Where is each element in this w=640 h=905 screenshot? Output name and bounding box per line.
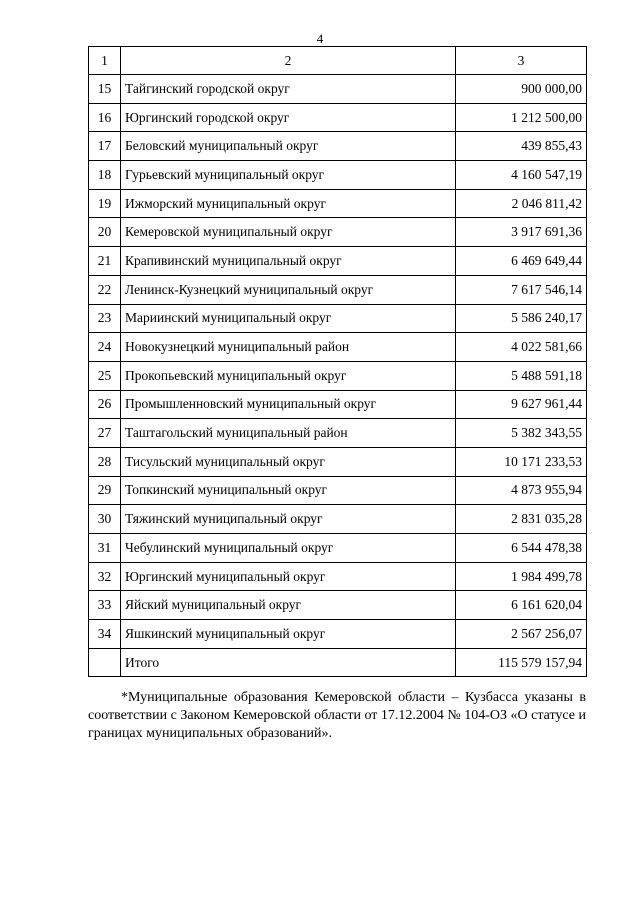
row-name-cell: Крапивинский муниципальный округ xyxy=(121,247,456,276)
table-row xyxy=(89,476,587,505)
table-row xyxy=(89,75,587,104)
row-name-cell: Тяжинский муниципальный округ xyxy=(121,505,456,534)
row-number-cell: 27 xyxy=(89,419,121,448)
footnote-text: *Муниципальные образования Кемеровской области – Кузбасса указаны в соответствии с Законом Кемеровской области от 17.12.2004 № 104-ОЗ «О статусе и границах муниципальных образований». xyxy=(88,690,587,741)
row-number-cell: 16 xyxy=(89,103,121,132)
row-amount-cell: 6 469 649,44 xyxy=(456,247,587,276)
row-number-cell: 20 xyxy=(89,218,121,247)
row-name-cell: Яйский муниципальный округ xyxy=(121,591,456,620)
row-name-cell: Кемеровской муниципальный округ xyxy=(121,218,456,247)
row-amount-cell: 5 586 240,17 xyxy=(456,304,587,333)
table-row xyxy=(89,591,587,620)
table-total-row xyxy=(89,648,587,677)
allocation-table xyxy=(88,46,587,677)
row-name-cell: Прокопьевский муниципальный округ xyxy=(121,361,456,390)
row-name-cell: Гурьевский муниципальный округ xyxy=(121,161,456,190)
table-row xyxy=(89,275,587,304)
table-row xyxy=(89,189,587,218)
row-number-cell: 32 xyxy=(89,562,121,591)
table-row xyxy=(89,333,587,362)
row-name-cell: Промышленновский муниципальный округ xyxy=(121,390,456,419)
row-number-cell: 30 xyxy=(89,505,121,534)
footnote xyxy=(88,689,586,743)
table-header-row xyxy=(89,47,587,75)
row-amount-cell: 2 831 035,28 xyxy=(456,505,587,534)
row-name-cell: Беловский муниципальный округ xyxy=(121,132,456,161)
table-row xyxy=(89,103,587,132)
row-number-cell: 25 xyxy=(89,361,121,390)
row-name-cell: Топкинский муниципальный округ xyxy=(121,476,456,505)
table-row xyxy=(89,161,587,190)
row-number-cell: 34 xyxy=(89,620,121,649)
row-name-cell: Новокузнецкий муниципальный район xyxy=(121,333,456,362)
table-row xyxy=(89,505,587,534)
row-amount-cell: 900 000,00 xyxy=(456,75,587,104)
header-cell-amount: 3 xyxy=(456,47,587,75)
row-number-cell: 28 xyxy=(89,447,121,476)
row-name-cell: Мариинский муниципальный округ xyxy=(121,304,456,333)
row-amount-cell: 115 579 157,94 xyxy=(456,648,587,677)
row-amount-cell: 439 855,43 xyxy=(456,132,587,161)
row-amount-cell: 6 161 620,04 xyxy=(456,591,587,620)
table-row xyxy=(89,419,587,448)
row-amount-cell: 4 873 955,94 xyxy=(456,476,587,505)
row-number-cell: 26 xyxy=(89,390,121,419)
row-number-cell: 29 xyxy=(89,476,121,505)
table-row xyxy=(89,620,587,649)
row-number-cell: 18 xyxy=(89,161,121,190)
row-amount-cell: 7 617 546,14 xyxy=(456,275,587,304)
row-amount-cell: 6 544 478,38 xyxy=(456,534,587,563)
table-row xyxy=(89,132,587,161)
row-name-cell: Ленинск-Кузнецкий муниципальный округ xyxy=(121,275,456,304)
row-name-cell: Таштагольский муниципальный район xyxy=(121,419,456,448)
table-row xyxy=(89,534,587,563)
row-amount-cell: 5 382 343,55 xyxy=(456,419,587,448)
row-name-cell: Яшкинский муниципальный округ xyxy=(121,620,456,649)
row-number-cell: 24 xyxy=(89,333,121,362)
row-amount-cell: 5 488 591,18 xyxy=(456,361,587,390)
page-number: 4 xyxy=(316,31,324,46)
row-amount-cell: 2 046 811,42 xyxy=(456,189,587,218)
row-name-cell: Тайгинский городской округ xyxy=(121,75,456,104)
row-amount-cell: 2 567 256,07 xyxy=(456,620,587,649)
row-amount-cell: 4 160 547,19 xyxy=(456,161,587,190)
header-cell-number: 1 xyxy=(89,47,121,75)
row-amount-cell: 1 212 500,00 xyxy=(456,103,587,132)
table-row xyxy=(89,361,587,390)
row-amount-cell: 9 627 961,44 xyxy=(456,390,587,419)
table-row xyxy=(89,390,587,419)
row-amount-cell: 1 984 499,78 xyxy=(456,562,587,591)
row-number-cell: 21 xyxy=(89,247,121,276)
row-number-cell: 33 xyxy=(89,591,121,620)
row-number-cell: 19 xyxy=(89,189,121,218)
row-name-cell: Ижморский муниципальный округ xyxy=(121,189,456,218)
row-number-cell: 15 xyxy=(89,75,121,104)
row-amount-cell: 3 917 691,36 xyxy=(456,218,587,247)
table-row xyxy=(89,447,587,476)
row-number-cell: 17 xyxy=(89,132,121,161)
header-cell-name: 2 xyxy=(121,47,456,75)
table-row xyxy=(89,304,587,333)
table-row xyxy=(89,562,587,591)
row-name-cell: Тисульский муниципальный округ xyxy=(121,447,456,476)
row-number-cell: 23 xyxy=(89,304,121,333)
row-name-cell: Чебулинский муниципальный округ xyxy=(121,534,456,563)
row-number-cell: 22 xyxy=(89,275,121,304)
row-number-cell: 31 xyxy=(89,534,121,563)
row-name-cell: Юргинский городской округ xyxy=(121,103,456,132)
row-amount-cell: 10 171 233,53 xyxy=(456,447,587,476)
table-row xyxy=(89,247,587,276)
table-row xyxy=(89,218,587,247)
row-number-cell xyxy=(89,648,121,677)
row-name-cell: Итого xyxy=(121,648,456,677)
row-name-cell: Юргинский муниципальный округ xyxy=(121,562,456,591)
table-body xyxy=(89,47,587,677)
row-amount-cell: 4 022 581,66 xyxy=(456,333,587,362)
